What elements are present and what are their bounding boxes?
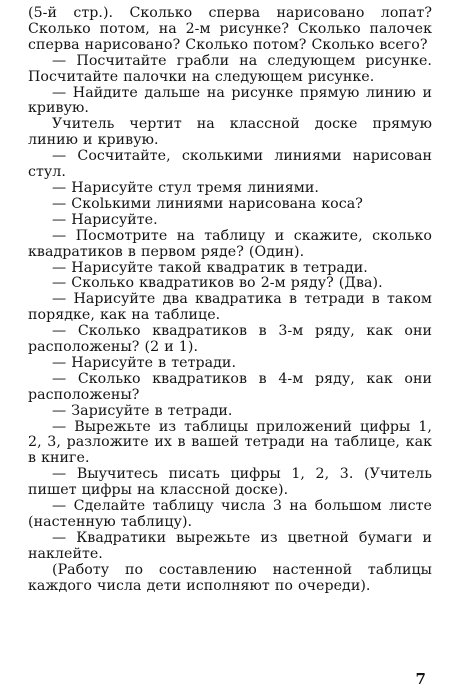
paragraph-11: — Сколько квадратиков во 2-м ряду? (Два). [52, 275, 383, 292]
paragraph-18: — Выучитесь писать цифры 1, 2, 3. (Учитель пишет цифры на классной доске). [28, 466, 432, 499]
page-number: 7 [415, 670, 426, 689]
paragraph-15: — Сколько квадратиков в 4-м ряду, как они расположены? [28, 370, 432, 403]
paragraph-5: — Сосчитайте, сколькими линиями нарисован стул. [28, 148, 432, 181]
paragraph-9: — Посмотрите на таблицу и скажите, сколько квадратиков в первом ряде? (Один). [28, 227, 432, 260]
paragraph-20: — Квадратики вырежьте из цветной бумаги и наклейте. [28, 529, 432, 562]
paragraph-14: — Нарисуйте в тетради. [52, 354, 237, 371]
paragraph-1: (5-й стр.). Сколько сперва нарисовано лопат? Сколько потом, на 2-м рисунке? Сколько палочек сперва нарисовано? Сколько потом? Сколько всего? [28, 5, 432, 53]
paragraph-8: — Нарисуйте. [52, 211, 158, 228]
paragraph-2: — Посчитайте грабли на следующем рисунке. Посчитайте палочки на следующем рисунке. [28, 52, 432, 85]
paragraph-19: — Сделайте таблицу числа 3 на большом листе (настенную таблицу). [28, 498, 432, 530]
paragraph-17: — Вырежьте из таблицы приложений цифры 1, 2, 3, разложите их в вашей тетради на таблице, как в книге. [28, 418, 432, 467]
book-page [28, 6, 432, 692]
paragraph-16: — Зарисуйте в тетради. [52, 402, 233, 419]
paragraph-7: — Скolькими линиями нарисована коса? [52, 195, 363, 212]
paragraph-13: — Сколько квадратиков в 3-м ряду, как они расположены? (2 и 1). [28, 323, 432, 356]
paragraph-12: — Нарисуйте два квадратика в тетради в таком порядке, как на таблице. [28, 291, 432, 324]
paragraph-3: — Найдите дальше на рисунке прямую линию и кривую. [28, 84, 432, 117]
paragraph-10: — Нарисуйте такой квадратик в тетради. [52, 259, 368, 276]
paragraph-21: (Работу по составлению настенной таблицы каждого числа дети исполняют по очереди). [28, 561, 432, 594]
paragraph-4: Учитель чертит на классной доске прямую линию и кривую. [28, 116, 432, 149]
paragraph-6: — Нарисуйте стул тремя линиями. [52, 179, 319, 196]
